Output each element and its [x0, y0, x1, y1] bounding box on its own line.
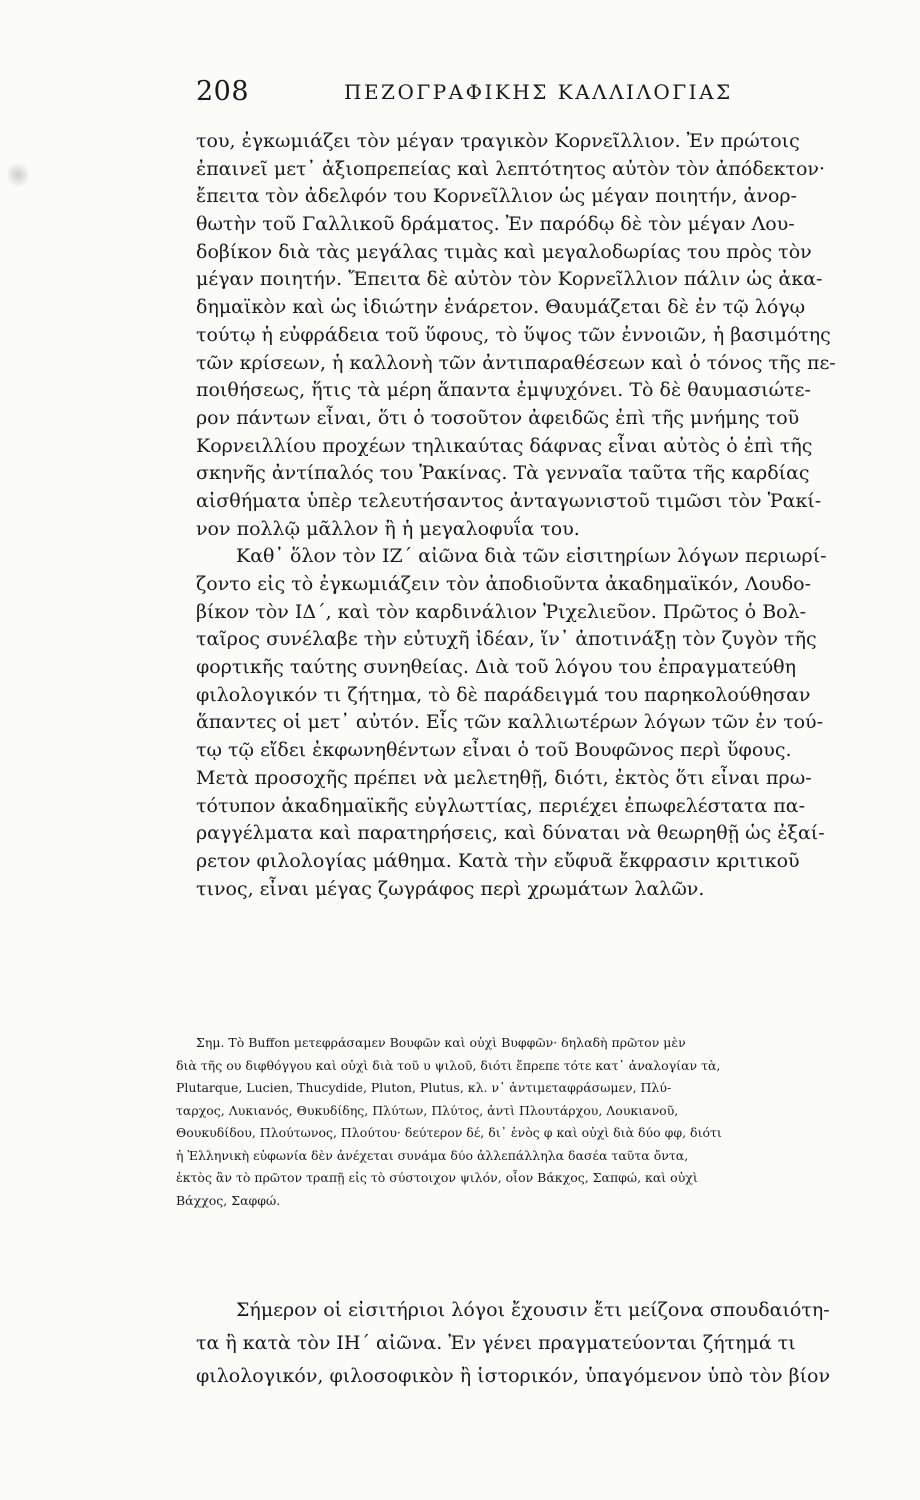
text-line: φιλολογικόν τι ζήτημα, τὸ δὲ παράδειγμά του παρηκολούθησαν: [196, 683, 811, 706]
text-line: Μετὰ προσοχῆς πρέπει νὰ μελετηθῇ, διότι, ἐκτὸς ὅτι εἶναι πρω-: [196, 766, 812, 789]
footnote-line: Plutarque, Lucien, Thucydide, Pluton, Plutus, κλ. ν᾽ ἀντιμεταφράσωμεν, Πλύ-: [176, 1080, 672, 1095]
text-line: μέγαν ποιητήν. Ἔπειτα δὲ αὐτὸν τὸν Κορνεῖλλιον πάλιν ὡς ἀκα-: [196, 268, 823, 291]
text-line: βίκον τὸν ΙΔ´, καὶ τὸν καρδινάλιον Ῥιχελιεῦον. Πρῶτος ὁ Βολ-: [196, 600, 807, 623]
text-line: σκηνῆς ἀντίπαλός του Ῥακίνας. Τὰ γενναῖα ταῦτα τῆς καρδίας: [196, 462, 810, 485]
text-line: τότυπον ἀκαδημαϊκῆς εὐγλωττίας, περιέχει ἐπωφελέστατα πα-: [196, 794, 806, 817]
footnote-line: Σημ. Τὸ Buffon μετεφράσαμεν Βουφῶν καὶ οὐχὶ Βυφφῶν· δηλαδὴ πρῶτον μὲν: [196, 1035, 686, 1050]
text-line: τῳ τῷ εἴδει ἐκφωνηθέντων εἶναι ὁ τοῦ Βουφῶνος περὶ ὕφους.: [196, 739, 792, 762]
text-line: αἰσθήματα ὑπὲρ τελευτήσαντος ἀνταγωνιστοῦ τιμῶσι τὸν Ῥακί-: [196, 489, 822, 512]
text-line: ταῖρος συνέλαβε τὴν εὐτυχῆ ἰδέαν, ἵν᾽ ἀποτινάξῃ τὸν ζυγὸν τῆς: [196, 628, 817, 651]
text-line: φορτικῆς ταύτης συνηθείας. Διὰ τοῦ λόγου του ἐπραγματεύθη: [196, 656, 796, 679]
text-line: ἔπειτα τὸν ἀδελφόν του Κορνεῖλλιον ὡς μέγαν ποιητήν, ἀνορ-: [196, 185, 797, 208]
text-line: ζοντο εἰς τὸ ἐγκωμιάζειν τὸν ἀποδιοῦντα ἀκαδημαϊκόν, Λουδο-: [196, 573, 812, 595]
text-line: δοβίκον διὰ τὰς μεγάλας τιμὰς καὶ μεγαλοδωρίας του πρὸς τὸν: [196, 240, 812, 263]
text-line: φιλολογικόν, φιλοσοφικὸν ἢ ἱστορικόν, ὑπαγόμενον ὑπὸ τὸν βίον: [196, 1365, 831, 1387]
footnote-line: διὰ τῆς ου διφθόγγου καὶ οὐχὶ διὰ τοῦ υ ψιλοῦ, διότι ἔπρεπε τότε κατ᾽ ἀναλογίαν τὰ,: [176, 1057, 721, 1073]
margin-stain: [8, 160, 28, 190]
text-line: ἅπαντες οἱ μετ᾽ αὐτόν. Εἷς τῶν καλλιωτέρων λόγων τῶν ἐν τού-: [196, 711, 824, 734]
footnote-line: ἡ Ἑλληνικὴ εὐφωνία δὲν ἀνέχεται συνάμα δύο ἀλλεπάλληλα δασέα ταῦτα ὄντα,: [176, 1147, 689, 1163]
text-line: τινος, εἶναι μέγας ζωγράφος περὶ χρωμάτων λαλῶν.: [196, 877, 705, 900]
running-title: ΠΕΖΟΓΡΑΦΙΚΗΣ ΚΑΛΛΙΛΟΓΙΑΣ: [344, 80, 733, 104]
footnote: [176, 1032, 876, 1212]
text-line: τα ἢ κατὰ τὸν ΙΗ´ αἰῶνα. Ἐν γένει πραγματεύονται ζήτημά τι: [196, 1332, 796, 1354]
text-line: θωτὴν τοῦ Γαλλικοῦ δράματος. Ἐν παρόδῳ δὲ τὸν μέγαν Λου-: [196, 213, 795, 236]
text-line: δημαϊκὸν καὶ ὡς ἰδιώτην ἐνάρετον. Θαυμάζεται δὲ ἐν τῷ λόγῳ: [196, 296, 806, 319]
footnote-line: Θουκυδίδου, Πλούτωνος, Πλούτου· δεύτερον δέ, δι᾽ ἑνὸς φ καὶ οὐχὶ διὰ δύο φφ, διότι: [176, 1125, 722, 1140]
main-text-continued: [196, 1294, 876, 1393]
text-line: τούτῳ ἡ εὐφράδεια τοῦ ὕφους, τὸ ὕψος τῶν ἐννοιῶν, ἡ βασιμότης: [196, 323, 831, 346]
text-line: ρετον φιλολογίας μάθημα. Κατὰ τὴν εὔφυᾶ ἔκφρασιν κριτικοῦ: [196, 849, 800, 872]
text-line: Κορνειλλίου προχέων τηλικαύτας δάφνας εἶναι αὐτὸς ὁ ἐπὶ τῆς: [196, 434, 813, 457]
footnote-line: ἐκτὸς ἂν τὸ πρῶτον τραπῇ εἰς τὸ σύστοιχον ψιλόν, οἷον Βάκχος, Σαπφώ, καὶ οὐχὶ: [176, 1170, 698, 1185]
footnote-line: Βάχχος, Σαφφώ.: [176, 1192, 281, 1208]
text-line: ραγγέλματα καὶ παρατηρήσεις, καὶ δύναται νὰ θεωρηθῇ ὡς ἐξαί-: [196, 822, 825, 845]
main-text: [196, 128, 876, 903]
text-line: νον πολλῷ μᾶλλον ἢ ἡ μεγαλοφυΐα του.: [196, 517, 580, 540]
text-line: Σήμερον οἱ εἰσιτήριοι λόγοι ἔχουσιν ἔτι μείζονα σπουδαιότη-: [236, 1299, 830, 1321]
text-line: ποιθήσεως, ἥτις τὰ μέρη ἅπαντα ἐμψυχόνει. Τὸ δὲ θαυμασιώτε-: [196, 379, 811, 402]
text-line: του, ἐγκωμιάζει τὸν μέγαν τραγικὸν Κορνεῖλλιον. Ἐν πρώτοις: [196, 130, 800, 152]
text-line: ρον πάντων εἶναι, ὅτι ὁ τοσοῦτον ἀφειδῶς ἐπὶ τῆς μνήμης τοῦ: [196, 406, 800, 429]
text-line: τῶν κρίσεων, ἡ καλλονὴ τῶν ἀντιπαραθέσεων καὶ ὁ τόνος τῆς πε-: [196, 351, 836, 374]
page-number: 208: [196, 76, 250, 107]
text-line: ἐπαινεῖ μετ᾽ ἀξιοπρεπείας καὶ λεπτότητος αὐτὸν τὸν ἀπόδεκτον·: [196, 157, 826, 180]
text-line: Καθ᾽ ὅλον τὸν ΙΖ´ αἰῶνα διὰ τῶν εἰσιτηρίων λόγων περιωρί-: [236, 545, 827, 568]
page-header: [196, 72, 876, 112]
footnote-line: ταρχος, Λυκιανός, Θυκυδίδης, Πλύτων, Πλύτος, ἀντὶ Πλουτάρχου, Λουκιανοῦ,: [176, 1102, 679, 1118]
